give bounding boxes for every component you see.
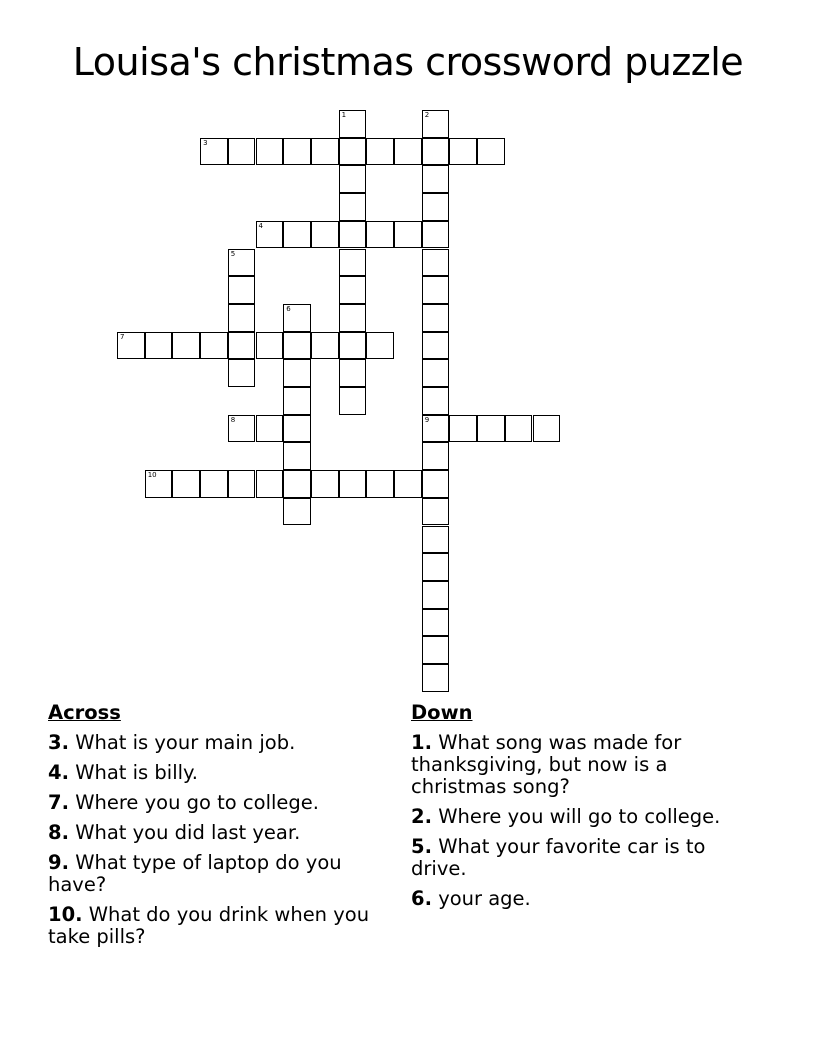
- clue-text: What song was made for thanksgiving, but now is a christmas song?: [411, 731, 682, 798]
- grid-cell[interactable]: [256, 332, 284, 360]
- across-clue-9: [48, 852, 393, 896]
- clue-number: 2.: [411, 805, 432, 828]
- grid-cell[interactable]: [505, 415, 533, 443]
- grid-cell[interactable]: [422, 387, 450, 415]
- grid-cell[interactable]: [339, 193, 367, 221]
- grid-cell[interactable]: [422, 498, 450, 526]
- clue-number: 4.: [48, 761, 69, 784]
- clue-text: your age.: [438, 887, 531, 910]
- cell-number: 2: [424, 111, 430, 119]
- across-clue-10: [48, 904, 393, 948]
- grid-cell[interactable]: [366, 470, 394, 498]
- grid-cell[interactable]: [422, 470, 450, 498]
- grid-cell[interactable]: [339, 221, 367, 249]
- grid-cell[interactable]: [422, 138, 450, 166]
- cell-number: 7: [120, 332, 125, 341]
- clue-number: 5.: [411, 835, 432, 858]
- grid-cell[interactable]: [366, 221, 394, 249]
- grid-cell[interactable]: [172, 332, 200, 360]
- grid-cell[interactable]: [145, 470, 173, 498]
- clue-text: What your favorite car is to drive.: [411, 835, 706, 880]
- grid-cell[interactable]: [283, 221, 311, 249]
- clue-text: What is billy.: [75, 761, 198, 784]
- grid-cell[interactable]: [422, 526, 450, 554]
- grid-cell[interactable]: [117, 332, 145, 360]
- grid-cell[interactable]: [228, 332, 256, 360]
- clue-number: 10.: [48, 903, 83, 926]
- grid-cell[interactable]: [200, 470, 228, 498]
- grid-cell[interactable]: [283, 332, 311, 360]
- across-clue-4: [48, 762, 393, 784]
- grid-cell[interactable]: [228, 276, 256, 304]
- grid-cell[interactable]: [311, 221, 339, 249]
- grid-cell[interactable]: [422, 304, 450, 332]
- clue-text: What you did last year.: [75, 821, 301, 844]
- grid-cell[interactable]: [200, 138, 228, 166]
- grid-cell[interactable]: [533, 415, 561, 443]
- down-clue-6: [411, 888, 756, 910]
- cell-number: 3: [203, 138, 208, 147]
- clue-text: Where you go to college.: [75, 791, 319, 814]
- grid-cell[interactable]: [339, 470, 367, 498]
- grid-cell[interactable]: [228, 415, 256, 443]
- grid-cell[interactable]: [394, 221, 422, 249]
- clue-number: 7.: [48, 791, 69, 814]
- grid-cell[interactable]: [422, 553, 450, 581]
- clue-number: 9.: [48, 851, 69, 874]
- clue-text: What type of laptop do you have?: [48, 851, 342, 896]
- grid-cell[interactable]: [477, 415, 505, 443]
- grid-cell[interactable]: [422, 415, 450, 443]
- grid-cell[interactable]: [394, 470, 422, 498]
- cell-number: 4: [258, 221, 263, 230]
- grid-cell[interactable]: [311, 332, 339, 360]
- grid-cell[interactable]: [339, 110, 367, 138]
- clue-text: Where you will go to college.: [438, 805, 721, 828]
- grid-cell[interactable]: [228, 138, 256, 166]
- grid-cell[interactable]: [422, 165, 450, 193]
- clue-number: 3.: [48, 731, 69, 754]
- grid-cell[interactable]: [283, 415, 311, 443]
- grid-cell[interactable]: [228, 470, 256, 498]
- grid-cell[interactable]: [283, 138, 311, 166]
- grid-cell[interactable]: [172, 470, 200, 498]
- grid-cell[interactable]: [228, 249, 256, 277]
- grid-cell[interactable]: [339, 304, 367, 332]
- grid-cell[interactable]: [256, 470, 284, 498]
- grid-cell[interactable]: [422, 276, 450, 304]
- grid-cell[interactable]: [422, 332, 450, 360]
- grid-cell[interactable]: [422, 581, 450, 609]
- grid-cell[interactable]: [311, 470, 339, 498]
- grid-cell[interactable]: [339, 249, 367, 277]
- grid-cell[interactable]: [283, 470, 311, 498]
- across-clue-7: [48, 792, 393, 814]
- grid-cell[interactable]: [422, 609, 450, 637]
- clue-number: 1.: [411, 731, 432, 754]
- grid-cell[interactable]: [339, 387, 367, 415]
- down-heading: Down: [411, 701, 473, 724]
- grid-cell[interactable]: [283, 387, 311, 415]
- grid-cell[interactable]: [228, 304, 256, 332]
- grid-cell[interactable]: [366, 138, 394, 166]
- grid-cell[interactable]: [422, 249, 450, 277]
- down-clue-2: [411, 806, 756, 828]
- grid-cell[interactable]: [339, 276, 367, 304]
- grid-cell[interactable]: [422, 110, 450, 138]
- grid-cell[interactable]: [228, 359, 256, 387]
- grid-cell[interactable]: [422, 636, 450, 664]
- grid-cell[interactable]: [449, 415, 477, 443]
- cell-number: 5: [230, 249, 236, 258]
- grid-cell[interactable]: [422, 359, 450, 387]
- grid-cell[interactable]: [256, 138, 284, 166]
- grid-cell[interactable]: [449, 138, 477, 166]
- cell-number: 6: [286, 304, 291, 313]
- grid-cell[interactable]: [311, 138, 339, 166]
- grid-cell[interactable]: [422, 193, 450, 221]
- across-clue-8: [48, 822, 393, 844]
- clue-text: What is your main job.: [75, 731, 296, 754]
- grid-cell[interactable]: [283, 442, 311, 470]
- down-clue-5: [411, 836, 756, 880]
- grid-cell[interactable]: [283, 304, 311, 332]
- across-heading: Across: [48, 701, 121, 724]
- cell-number: 1: [341, 111, 347, 119]
- across-clues: [48, 702, 393, 956]
- cell-number: 10: [147, 471, 157, 480]
- down-clues: [411, 702, 756, 918]
- clue-text: What do you drink when you take pills?: [48, 903, 370, 948]
- grid-cell[interactable]: [394, 138, 422, 166]
- across-clue-3: [48, 732, 393, 754]
- grid-cell[interactable]: [366, 332, 394, 360]
- down-clue-1: [411, 732, 756, 798]
- clue-number: 6.: [411, 887, 432, 910]
- cell-number: 8: [230, 415, 236, 424]
- cell-number: 9: [424, 415, 430, 424]
- grid-cell[interactable]: [200, 332, 228, 360]
- page-title: Louisa's christmas crossword puzzle: [72, 40, 744, 84]
- grid-cell[interactable]: [256, 415, 284, 443]
- grid-cell[interactable]: [422, 442, 450, 470]
- grid-cell[interactable]: [339, 165, 367, 193]
- grid-cell[interactable]: [339, 359, 367, 387]
- clue-number: 8.: [48, 821, 69, 844]
- grid-cell[interactable]: [145, 332, 173, 360]
- grid-cell[interactable]: [283, 498, 311, 526]
- grid-cell[interactable]: [422, 664, 450, 692]
- grid-cell[interactable]: [339, 332, 367, 360]
- grid-cell[interactable]: [477, 138, 505, 166]
- grid-cell[interactable]: [283, 359, 311, 387]
- grid-cell[interactable]: [422, 221, 450, 249]
- grid-cell[interactable]: [256, 221, 284, 249]
- grid-cell[interactable]: [339, 138, 367, 166]
